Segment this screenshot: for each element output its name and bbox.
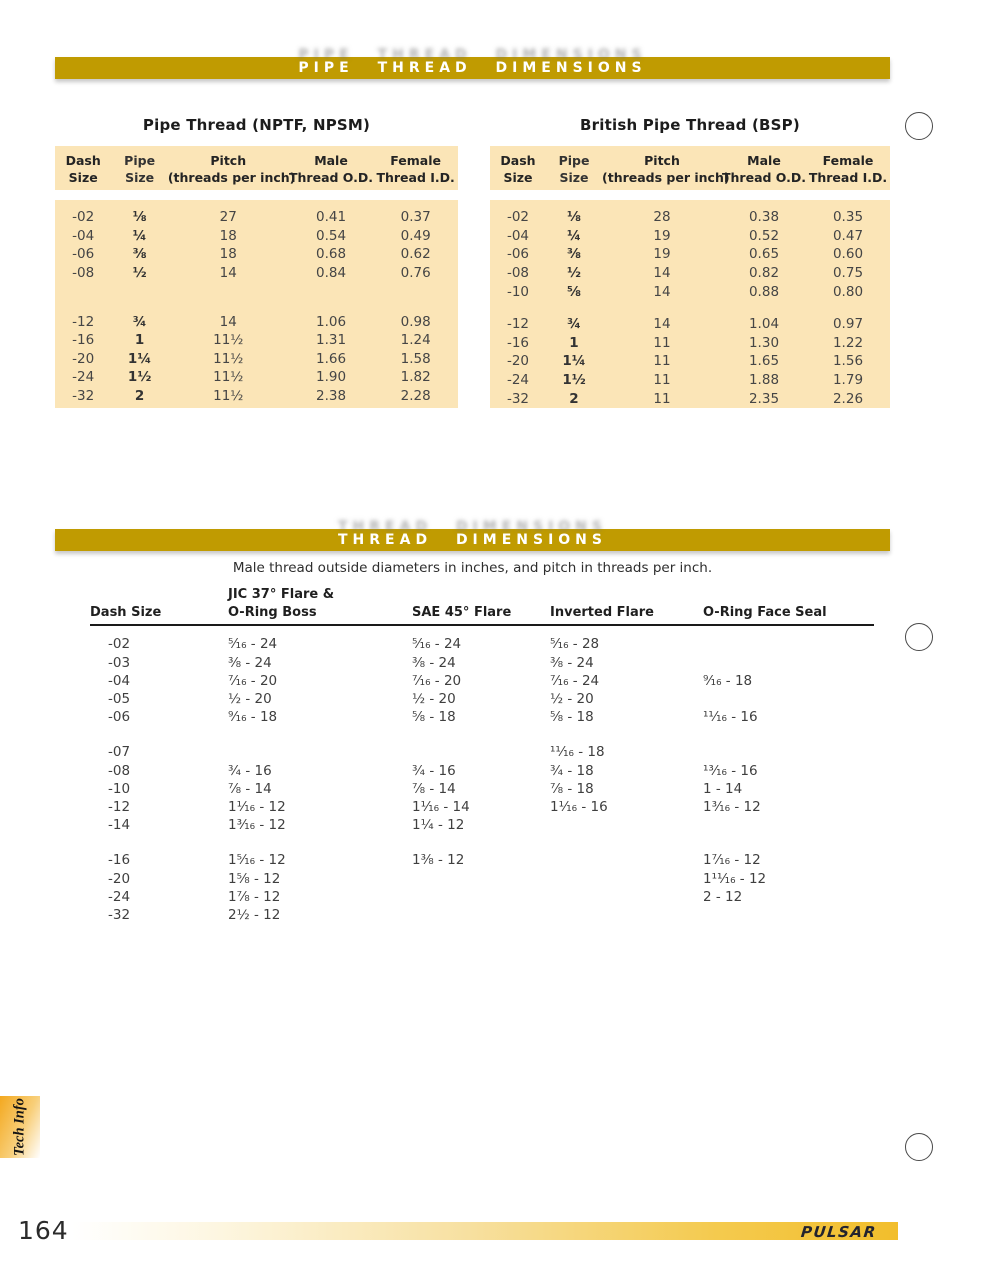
table-cell: Thread I.D. [808, 170, 888, 185]
table-cell: 0.80 [832, 283, 864, 300]
table-cell: 1³⁄₁₆ - 12 [703, 798, 761, 815]
table-cell: 11½ [213, 332, 244, 349]
table-row [90, 869, 874, 887]
table-cell: 11 [653, 372, 671, 389]
table-cell: Pipe [124, 153, 156, 168]
table-cell: ⁹⁄₁₆ - 18 [228, 709, 278, 726]
table-cell: -16 [108, 852, 131, 869]
table-cell: 1.22 [832, 334, 864, 351]
table-cell: Size [503, 170, 533, 185]
table-cell: ⅞ - 18 [550, 780, 594, 797]
table-cell: ⅞ - 14 [228, 780, 272, 797]
table-cell: 2.26 [832, 390, 864, 407]
table-cell: 28 [653, 209, 671, 226]
bsp-table-body [490, 200, 890, 408]
table-cell: 14 [219, 313, 237, 330]
table-cell: -07 [108, 744, 131, 761]
table-cell: 0.35 [832, 209, 864, 226]
table-cell: JIC 37° Flare & [228, 586, 335, 602]
table-cell: 2.28 [400, 388, 431, 405]
table-cell: Thread O.D. [722, 170, 807, 185]
table-cell: Dash [500, 153, 536, 168]
thread-dimensions-subtitle: Male thread outside diameters in inches, and pitch in threads per inch. [232, 560, 713, 576]
thread-dimensions-section-title: THREAD DIMENSIONS [338, 532, 607, 548]
table-cell: -20 [506, 353, 530, 370]
table-cell: -24 [108, 888, 131, 905]
table-cell: O-Ring Face Seal [703, 604, 827, 620]
table-cell: 11 [653, 390, 671, 407]
table-cell: 1⅝ - 12 [228, 870, 281, 887]
table-cell: ⁵⁄₁₆ - 24 [412, 636, 462, 653]
table-cell: -06 [506, 246, 530, 263]
table-row [90, 816, 874, 834]
table-cell: 2 [134, 388, 145, 405]
table-cell: 2.35 [748, 390, 780, 407]
table-cell: Dash Size [90, 604, 162, 620]
table-row [490, 315, 890, 334]
table-cell: 0.54 [315, 227, 347, 244]
table-cell: Size [125, 170, 155, 185]
footer-gradient-bar [72, 1222, 898, 1240]
tech-info-side-tab [0, 1096, 40, 1158]
table-cell: ⅜ [132, 246, 147, 263]
hole-punch-circle [905, 623, 933, 651]
table-cell: -02 [108, 636, 131, 653]
table-cell: -20 [72, 350, 95, 367]
table-cell: Dash [65, 153, 101, 168]
hole-punch-circle [905, 1133, 933, 1161]
table-cell: -02 [506, 209, 530, 226]
page-number: 164 [18, 1216, 69, 1245]
table-cell: -10 [506, 283, 530, 300]
table-cell: 0.98 [400, 313, 431, 330]
table-cell: Inverted Flare [550, 604, 654, 620]
table-cell: 1¼ - 12 [412, 817, 465, 834]
table-cell: 0.82 [748, 265, 780, 282]
table-cell: 1½ [127, 369, 152, 386]
table-cell: 0.60 [832, 246, 864, 263]
table-cell: 1¹⁄₁₆ - 12 [228, 798, 286, 815]
table-cell: 1¼ [562, 353, 586, 370]
table-cell: -03 [108, 654, 131, 671]
table-cell: 1.56 [832, 353, 864, 370]
table-cell: 0.68 [315, 246, 347, 263]
table-cell: 11½ [213, 350, 244, 367]
table-cell: -12 [108, 798, 131, 815]
table-cell: ¼ [567, 227, 581, 244]
table-row [490, 352, 890, 371]
table-cell: 1.24 [400, 332, 431, 349]
table-row [90, 585, 874, 603]
table-cell: 1³⁄₁₆ - 12 [228, 817, 286, 834]
table-row [490, 208, 890, 227]
table-cell: ⅜ - 24 [412, 654, 456, 671]
table-cell: Size [559, 170, 589, 185]
table-cell: ¾ - 16 [412, 762, 456, 779]
table-cell: 1.31 [315, 332, 347, 349]
table-cell: ⁵⁄₁₆ - 24 [228, 636, 278, 653]
table-cell: -14 [108, 817, 131, 834]
table-row [55, 208, 458, 227]
table-row [90, 762, 874, 780]
table-cell: 0.38 [748, 209, 780, 226]
table-cell: 2.38 [315, 388, 347, 405]
table-cell: -05 [108, 691, 131, 708]
table-cell: ½ [567, 265, 581, 282]
table-row [490, 245, 890, 264]
table-row [55, 387, 458, 406]
table-row [90, 798, 874, 816]
bsp-table-title: British Pipe Thread (BSP) [580, 116, 800, 134]
table-cell: 18 [219, 227, 237, 244]
table-cell: ⅛ [132, 209, 147, 226]
table-row [90, 635, 874, 653]
table-cell: Male [314, 153, 348, 168]
table-cell: -24 [72, 369, 95, 386]
table-row [90, 888, 874, 906]
table-row [490, 371, 890, 390]
table-cell: -12 [72, 313, 95, 330]
table-cell: 0.84 [315, 265, 347, 282]
table-cell: ¹¹⁄₁₆ - 16 [703, 709, 758, 726]
table-cell: Male [747, 153, 781, 168]
pipe-thread-section-banner [55, 57, 890, 79]
table-cell: -08 [108, 762, 131, 779]
table-cell: SAE 45° Flare [412, 604, 512, 620]
table-cell: 1⁵⁄₁₆ - 12 [228, 852, 286, 869]
nptf-table-body [55, 200, 458, 408]
table-cell: 1.66 [315, 350, 347, 367]
table-cell: ¾ - 16 [228, 762, 272, 779]
table-cell: 1⁷⁄₁₆ - 12 [703, 852, 761, 869]
table-row [55, 245, 458, 264]
table-row [490, 227, 890, 246]
pulsar-logo: PULSAR [800, 1223, 878, 1241]
table-cell: 19 [653, 227, 671, 244]
table-cell: -06 [72, 246, 95, 263]
table-row [490, 334, 890, 353]
table-row [90, 743, 874, 761]
table-row [490, 169, 890, 186]
table-cell: -20 [108, 870, 131, 887]
table-row [55, 350, 458, 369]
table-cell: 1.04 [748, 316, 780, 333]
table-row [55, 169, 458, 186]
table-cell: 1.30 [748, 334, 780, 351]
table-cell: 14 [653, 316, 671, 333]
table-cell: -06 [108, 709, 131, 726]
table-row [490, 152, 890, 169]
table-cell: Thread O.D. [289, 170, 374, 185]
table-cell: 11 [653, 334, 671, 351]
table-cell: 0.65 [748, 246, 780, 263]
table-cell: 0.47 [832, 227, 864, 244]
table-cell: -16 [72, 332, 95, 349]
table-row [55, 368, 458, 387]
table-cell: 11½ [213, 388, 244, 405]
bsp-table-header [490, 146, 890, 190]
table-cell: ¾ [132, 313, 147, 330]
table-cell: 11½ [213, 369, 244, 386]
table-row [90, 690, 874, 708]
table-row [90, 654, 874, 672]
table-cell: 14 [219, 265, 237, 282]
table-cell: 0.52 [748, 227, 780, 244]
table-cell: ⅜ - 24 [550, 654, 594, 671]
thread-table-body [90, 626, 874, 924]
table-cell: 0.62 [400, 246, 431, 263]
table-cell: 18 [219, 246, 237, 263]
table-cell: (threads per inch) [167, 170, 296, 185]
table-cell: 1 - 14 [703, 780, 743, 797]
table-cell: ¹³⁄₁₆ - 16 [703, 762, 758, 779]
table-cell: ½ - 20 [550, 691, 594, 708]
table-row [55, 152, 458, 169]
nptf-table-header [55, 146, 458, 190]
table-cell: -32 [506, 390, 530, 407]
thread-dimensions-table [90, 585, 874, 924]
table-cell: ⅛ [567, 209, 581, 226]
table-cell: ¼ [132, 227, 147, 244]
table-row [90, 780, 874, 798]
table-cell: 1¹⁄₁₆ - 16 [550, 798, 608, 815]
table-cell: ¹¹⁄₁₆ - 18 [550, 744, 605, 761]
table-cell: ⅞ - 14 [412, 780, 456, 797]
table-cell: ⅝ - 18 [550, 709, 594, 726]
table-cell: -12 [506, 316, 530, 333]
table-cell: 0.75 [832, 265, 864, 282]
table-cell: Pitch [644, 153, 680, 168]
table-row [55, 331, 458, 350]
table-cell: ½ [132, 265, 147, 282]
table-cell: ½ - 20 [228, 691, 272, 708]
table-cell: -08 [72, 265, 95, 282]
table-cell: ½ - 20 [412, 691, 456, 708]
nptf-table-title: Pipe Thread (NPTF, NPSM) [142, 116, 371, 134]
table-cell: Thread I.D. [376, 170, 455, 185]
table-cell: 1.88 [748, 372, 780, 389]
table-cell: ⁵⁄₁₆ - 28 [550, 636, 600, 653]
table-cell: 1.06 [315, 313, 347, 330]
table-cell: ⅜ [567, 246, 581, 263]
table-cell: 0.49 [400, 227, 431, 244]
table-cell: ⁷⁄₁₆ - 20 [228, 672, 278, 689]
table-row [490, 282, 890, 301]
table-cell: Female [390, 153, 441, 168]
thread-table-header [90, 585, 874, 626]
table-cell: ⅝ [567, 283, 581, 300]
table-row [90, 851, 874, 869]
table-cell: ¾ [567, 316, 581, 333]
table-cell: 1⅞ - 12 [228, 888, 281, 905]
table-cell: 0.97 [832, 316, 864, 333]
table-row [90, 906, 874, 924]
table-cell: (threads per inch) [602, 170, 730, 185]
table-cell: -32 [108, 906, 131, 923]
table-cell: Pitch [210, 153, 247, 168]
table-row [490, 389, 890, 408]
table-cell: 1.79 [832, 372, 864, 389]
table-row [90, 708, 874, 726]
table-row [90, 672, 874, 690]
table-cell: 2½ - 12 [228, 906, 281, 923]
table-cell: 1.58 [400, 350, 431, 367]
table-cell: -24 [506, 372, 530, 389]
table-cell: 19 [653, 246, 671, 263]
table-cell: ¾ - 18 [550, 762, 594, 779]
table-cell: -04 [506, 227, 530, 244]
table-row [55, 264, 458, 283]
table-cell: -32 [72, 388, 95, 405]
table-cell: 1½ [562, 372, 586, 389]
table-row [55, 312, 458, 331]
table-cell: 0.88 [748, 283, 780, 300]
table-cell: 1¹¹⁄₁₆ - 12 [703, 870, 767, 887]
table-cell: -16 [506, 334, 530, 351]
table-cell: Size [68, 170, 98, 185]
table-row [90, 603, 874, 621]
thread-dimensions-section-banner [55, 529, 890, 551]
pipe-thread-section-title: PIPE THREAD DIMENSIONS [298, 60, 647, 76]
table-cell: 2 [569, 390, 579, 407]
table-cell: -04 [108, 672, 131, 689]
table-cell: ⅝ - 18 [412, 709, 456, 726]
table-row [490, 264, 890, 283]
table-cell: ⅜ - 24 [228, 654, 272, 671]
table-cell: 1.90 [315, 369, 347, 386]
table-cell: 1⅜ - 12 [412, 852, 465, 869]
table-cell: 11 [653, 353, 671, 370]
table-cell: 0.41 [315, 209, 347, 226]
table-cell: 27 [219, 209, 237, 226]
table-cell: 1¼ [127, 350, 152, 367]
table-cell: 1.82 [400, 369, 431, 386]
table-cell: ⁷⁄₁₆ - 24 [550, 672, 600, 689]
table-cell: 14 [653, 283, 671, 300]
table-cell: Female [822, 153, 874, 168]
table-cell: ⁷⁄₁₆ - 20 [412, 672, 462, 689]
table-cell: 1 [569, 334, 579, 351]
table-cell: 1 [134, 332, 145, 349]
table-cell: Pipe [558, 153, 590, 168]
table-cell: O-Ring Boss [228, 604, 317, 620]
table-cell: 1¹⁄₁₆ - 14 [412, 798, 470, 815]
table-cell: 2 - 12 [703, 888, 743, 905]
table-row [55, 227, 458, 246]
table-cell: -02 [72, 209, 95, 226]
table-cell: 1.65 [748, 353, 780, 370]
table-cell: -10 [108, 780, 131, 797]
table-cell: 0.37 [400, 209, 431, 226]
table-cell: 0.76 [400, 265, 431, 282]
table-cell: 14 [653, 265, 671, 282]
table-cell: -04 [72, 227, 95, 244]
hole-punch-circle [905, 112, 933, 140]
table-cell: ⁹⁄₁₆ - 18 [703, 672, 753, 689]
table-cell: -08 [506, 265, 530, 282]
tech-info-tab-label: Tech Info [11, 1098, 28, 1156]
